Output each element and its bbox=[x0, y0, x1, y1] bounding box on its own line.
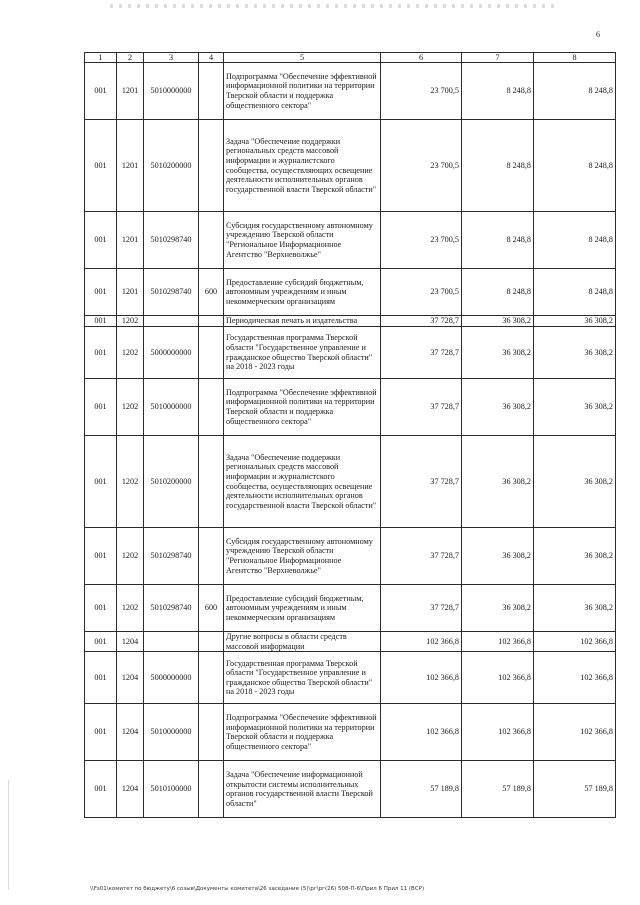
expense-type-cell bbox=[199, 652, 224, 704]
target-article-cell: 5010200000 bbox=[144, 436, 199, 528]
section-code-cell: 1202 bbox=[117, 316, 144, 327]
publisher-code-cell: 001 bbox=[85, 632, 117, 652]
amount-col6-cell: 102 366,8 bbox=[381, 704, 462, 761]
table-row bbox=[85, 652, 616, 704]
amount-col7-cell: 8 248,8 bbox=[462, 212, 534, 269]
target-article-cell: 5010000000 bbox=[144, 63, 199, 120]
table-row bbox=[85, 212, 616, 269]
target-article-cell: 5010000000 bbox=[144, 704, 199, 761]
amount-col7-cell: 36 308,2 bbox=[462, 528, 534, 585]
amount-col7-cell: 36 308,2 bbox=[462, 436, 534, 528]
amount-col7-cell: 102 366,8 bbox=[462, 652, 534, 704]
section-code-cell: 1201 bbox=[117, 120, 144, 212]
amount-col8-cell: 8 248,8 bbox=[534, 269, 616, 316]
file-path-footer: \\Fs01\комитет по бюджету\6 созыв\Документы комитета\26 заседание (5)\рг\рг(26) 508-П-6\Прил 6 Прил 11 (ВСР) bbox=[90, 886, 425, 892]
amount-col8-cell: 36 308,2 bbox=[534, 585, 616, 632]
budget-table bbox=[84, 52, 616, 818]
amount-col6-cell: 102 366,8 bbox=[381, 632, 462, 652]
amount-col6-cell: 23 700,5 bbox=[381, 120, 462, 212]
item-name-cell: Подпрограмма "Обеспечение эффективной информационной политики на территории Тверской области и поддержка общественного сектора" bbox=[224, 704, 381, 761]
column-header: 8 bbox=[534, 53, 616, 63]
amount-col6-cell: 37 728,7 bbox=[381, 585, 462, 632]
expense-type-cell bbox=[199, 761, 224, 818]
item-name-cell: Государственная программа Тверской области "Государственное управление и гражданское общество Тверской области" на 2018 - 2023 годы bbox=[224, 327, 381, 379]
scan-edge bbox=[8, 780, 9, 890]
table-row bbox=[85, 528, 616, 585]
item-name-cell: Задача "Обеспечение поддержки региональных средств массовой информации и журналистского сообщества, осуществляющих освещение деятельности исполнительных органов государственной власти Тверской области" bbox=[224, 436, 381, 528]
column-header: 7 bbox=[462, 53, 534, 63]
amount-col6-cell: 23 700,5 bbox=[381, 212, 462, 269]
column-header: 3 bbox=[144, 53, 199, 63]
target-article-cell: 5000000000 bbox=[144, 327, 199, 379]
amount-col8-cell: 36 308,2 bbox=[534, 327, 616, 379]
table-row bbox=[85, 63, 616, 120]
amount-col6-cell: 37 728,7 bbox=[381, 327, 462, 379]
section-code-cell: 1202 bbox=[117, 379, 144, 436]
amount-col7-cell: 8 248,8 bbox=[462, 63, 534, 120]
publisher-code-cell: 001 bbox=[85, 436, 117, 528]
target-article-cell: 5010298740 bbox=[144, 212, 199, 269]
target-article-cell: 5010200000 bbox=[144, 120, 199, 212]
amount-col7-cell: 57 189,8 bbox=[462, 761, 534, 818]
expense-type-cell bbox=[199, 120, 224, 212]
expense-type-cell bbox=[199, 436, 224, 528]
item-name-cell: Задача "Обеспечение информационной открытости системы исполнительных органов государственной власти Тверской области" bbox=[224, 761, 381, 818]
expense-type-cell: 600 bbox=[199, 585, 224, 632]
target-article-cell: 5010298740 bbox=[144, 269, 199, 316]
target-article-cell: 5010100000 bbox=[144, 761, 199, 818]
item-name-cell: Задача "Обеспечение поддержки региональных средств массовой информации и журналистского сообщества, осуществляющих освещение деятельности исполнительных органов государственной власти Тверской области" bbox=[224, 120, 381, 212]
publisher-code-cell: 001 bbox=[85, 528, 117, 585]
amount-col7-cell: 8 248,8 bbox=[462, 120, 534, 212]
column-header: 1 bbox=[85, 53, 117, 63]
amount-col7-cell: 36 308,2 bbox=[462, 379, 534, 436]
item-name-cell: Подпрограмма "Обеспечение эффективной информационной политики на территории Тверской области и поддержка общественного сектора" bbox=[224, 63, 381, 120]
amount-col8-cell: 8 248,8 bbox=[534, 120, 616, 212]
scan-artifact bbox=[110, 4, 560, 8]
table-row bbox=[85, 120, 616, 212]
publisher-code-cell: 001 bbox=[85, 652, 117, 704]
table-row bbox=[85, 704, 616, 761]
target-article-cell: 5010298740 bbox=[144, 528, 199, 585]
publisher-code-cell: 001 bbox=[85, 316, 117, 327]
page-number: 6 bbox=[596, 30, 600, 39]
item-name-cell: Субсидия государственному автономному учреждению Тверской области "Региональное Информационное Агентство "Верхневолжье" bbox=[224, 212, 381, 269]
column-header: 2 bbox=[117, 53, 144, 63]
item-name-cell: Подпрограмма "Обеспечение эффективной информационной политики на территории Тверской области и поддержка общественного сектора" bbox=[224, 379, 381, 436]
amount-col8-cell: 102 366,8 bbox=[534, 652, 616, 704]
amount-col8-cell: 102 366,8 bbox=[534, 632, 616, 652]
amount-col7-cell: 36 308,2 bbox=[462, 327, 534, 379]
table-row bbox=[85, 761, 616, 818]
section-code-cell: 1201 bbox=[117, 212, 144, 269]
amount-col8-cell: 36 308,2 bbox=[534, 316, 616, 327]
amount-col7-cell: 8 248,8 bbox=[462, 269, 534, 316]
amount-col8-cell: 8 248,8 bbox=[534, 212, 616, 269]
amount-col6-cell: 57 189,8 bbox=[381, 761, 462, 818]
amount-col6-cell: 102 366,8 bbox=[381, 652, 462, 704]
item-name-cell: Предоставление субсидий бюджетным, автономным учреждениям и иным некоммерческим организациям bbox=[224, 269, 381, 316]
target-article-cell: 5010298740 bbox=[144, 585, 199, 632]
target-article-cell bbox=[144, 316, 199, 327]
publisher-code-cell: 001 bbox=[85, 212, 117, 269]
amount-col8-cell: 102 366,8 bbox=[534, 704, 616, 761]
table-row bbox=[85, 379, 616, 436]
section-code-cell: 1204 bbox=[117, 632, 144, 652]
table-row bbox=[85, 585, 616, 632]
section-code-cell: 1201 bbox=[117, 63, 144, 120]
table-row bbox=[85, 327, 616, 379]
amount-col7-cell: 102 366,8 bbox=[462, 704, 534, 761]
amount-col8-cell: 57 189,8 bbox=[534, 761, 616, 818]
publisher-code-cell: 001 bbox=[85, 704, 117, 761]
publisher-code-cell: 001 bbox=[85, 327, 117, 379]
table-row bbox=[85, 632, 616, 652]
publisher-code-cell: 001 bbox=[85, 269, 117, 316]
publisher-code-cell: 001 bbox=[85, 120, 117, 212]
section-code-cell: 1201 bbox=[117, 269, 144, 316]
item-name-cell: Предоставление субсидий бюджетным, автономным учреждениям и иным некоммерческим организациям bbox=[224, 585, 381, 632]
expense-type-cell bbox=[199, 379, 224, 436]
publisher-code-cell: 001 bbox=[85, 379, 117, 436]
amount-col7-cell: 36 308,2 bbox=[462, 316, 534, 327]
item-name-cell: Государственная программа Тверской области "Государственное управление и гражданское общество Тверской области" на 2018 - 2023 годы bbox=[224, 652, 381, 704]
amount-col7-cell: 36 308,2 bbox=[462, 585, 534, 632]
expense-type-cell: 600 bbox=[199, 269, 224, 316]
section-code-cell: 1202 bbox=[117, 436, 144, 528]
item-name-cell: Другие вопросы в области средств массовой информации bbox=[224, 632, 381, 652]
expense-type-cell bbox=[199, 327, 224, 379]
item-name-cell: Периодическая печать и издательства bbox=[224, 316, 381, 327]
amount-col8-cell: 8 248,8 bbox=[534, 63, 616, 120]
item-name-cell: Субсидия государственному автономному учреждению Тверской области "Региональное Информационное Агентство "Верхневолжье" bbox=[224, 528, 381, 585]
column-header: 5 bbox=[224, 53, 381, 63]
publisher-code-cell: 001 bbox=[85, 63, 117, 120]
table-row bbox=[85, 316, 616, 327]
expense-type-cell bbox=[199, 704, 224, 761]
section-code-cell: 1202 bbox=[117, 585, 144, 632]
table-row bbox=[85, 269, 616, 316]
column-header: 4 bbox=[199, 53, 224, 63]
amount-col7-cell: 102 366,8 bbox=[462, 632, 534, 652]
publisher-code-cell: 001 bbox=[85, 585, 117, 632]
amount-col6-cell: 37 728,7 bbox=[381, 436, 462, 528]
section-code-cell: 1204 bbox=[117, 652, 144, 704]
column-header: 6 bbox=[381, 53, 462, 63]
amount-col8-cell: 36 308,2 bbox=[534, 528, 616, 585]
table-row bbox=[85, 436, 616, 528]
expense-type-cell bbox=[199, 316, 224, 327]
target-article-cell bbox=[144, 632, 199, 652]
section-code-cell: 1202 bbox=[117, 528, 144, 585]
section-code-cell: 1204 bbox=[117, 761, 144, 818]
expense-type-cell bbox=[199, 63, 224, 120]
amount-col6-cell: 37 728,7 bbox=[381, 316, 462, 327]
expense-type-cell bbox=[199, 212, 224, 269]
amount-col6-cell: 23 700,5 bbox=[381, 269, 462, 316]
amount-col6-cell: 37 728,7 bbox=[381, 379, 462, 436]
amount-col8-cell: 36 308,2 bbox=[534, 379, 616, 436]
section-code-cell: 1204 bbox=[117, 704, 144, 761]
amount-col6-cell: 23 700,5 bbox=[381, 63, 462, 120]
target-article-cell: 5000000000 bbox=[144, 652, 199, 704]
publisher-code-cell: 001 bbox=[85, 761, 117, 818]
table-header-row bbox=[85, 53, 616, 63]
amount-col8-cell: 36 308,2 bbox=[534, 436, 616, 528]
section-code-cell: 1202 bbox=[117, 327, 144, 379]
amount-col6-cell: 37 728,7 bbox=[381, 528, 462, 585]
expense-type-cell bbox=[199, 528, 224, 585]
target-article-cell: 5010000000 bbox=[144, 379, 199, 436]
expense-type-cell bbox=[199, 632, 224, 652]
